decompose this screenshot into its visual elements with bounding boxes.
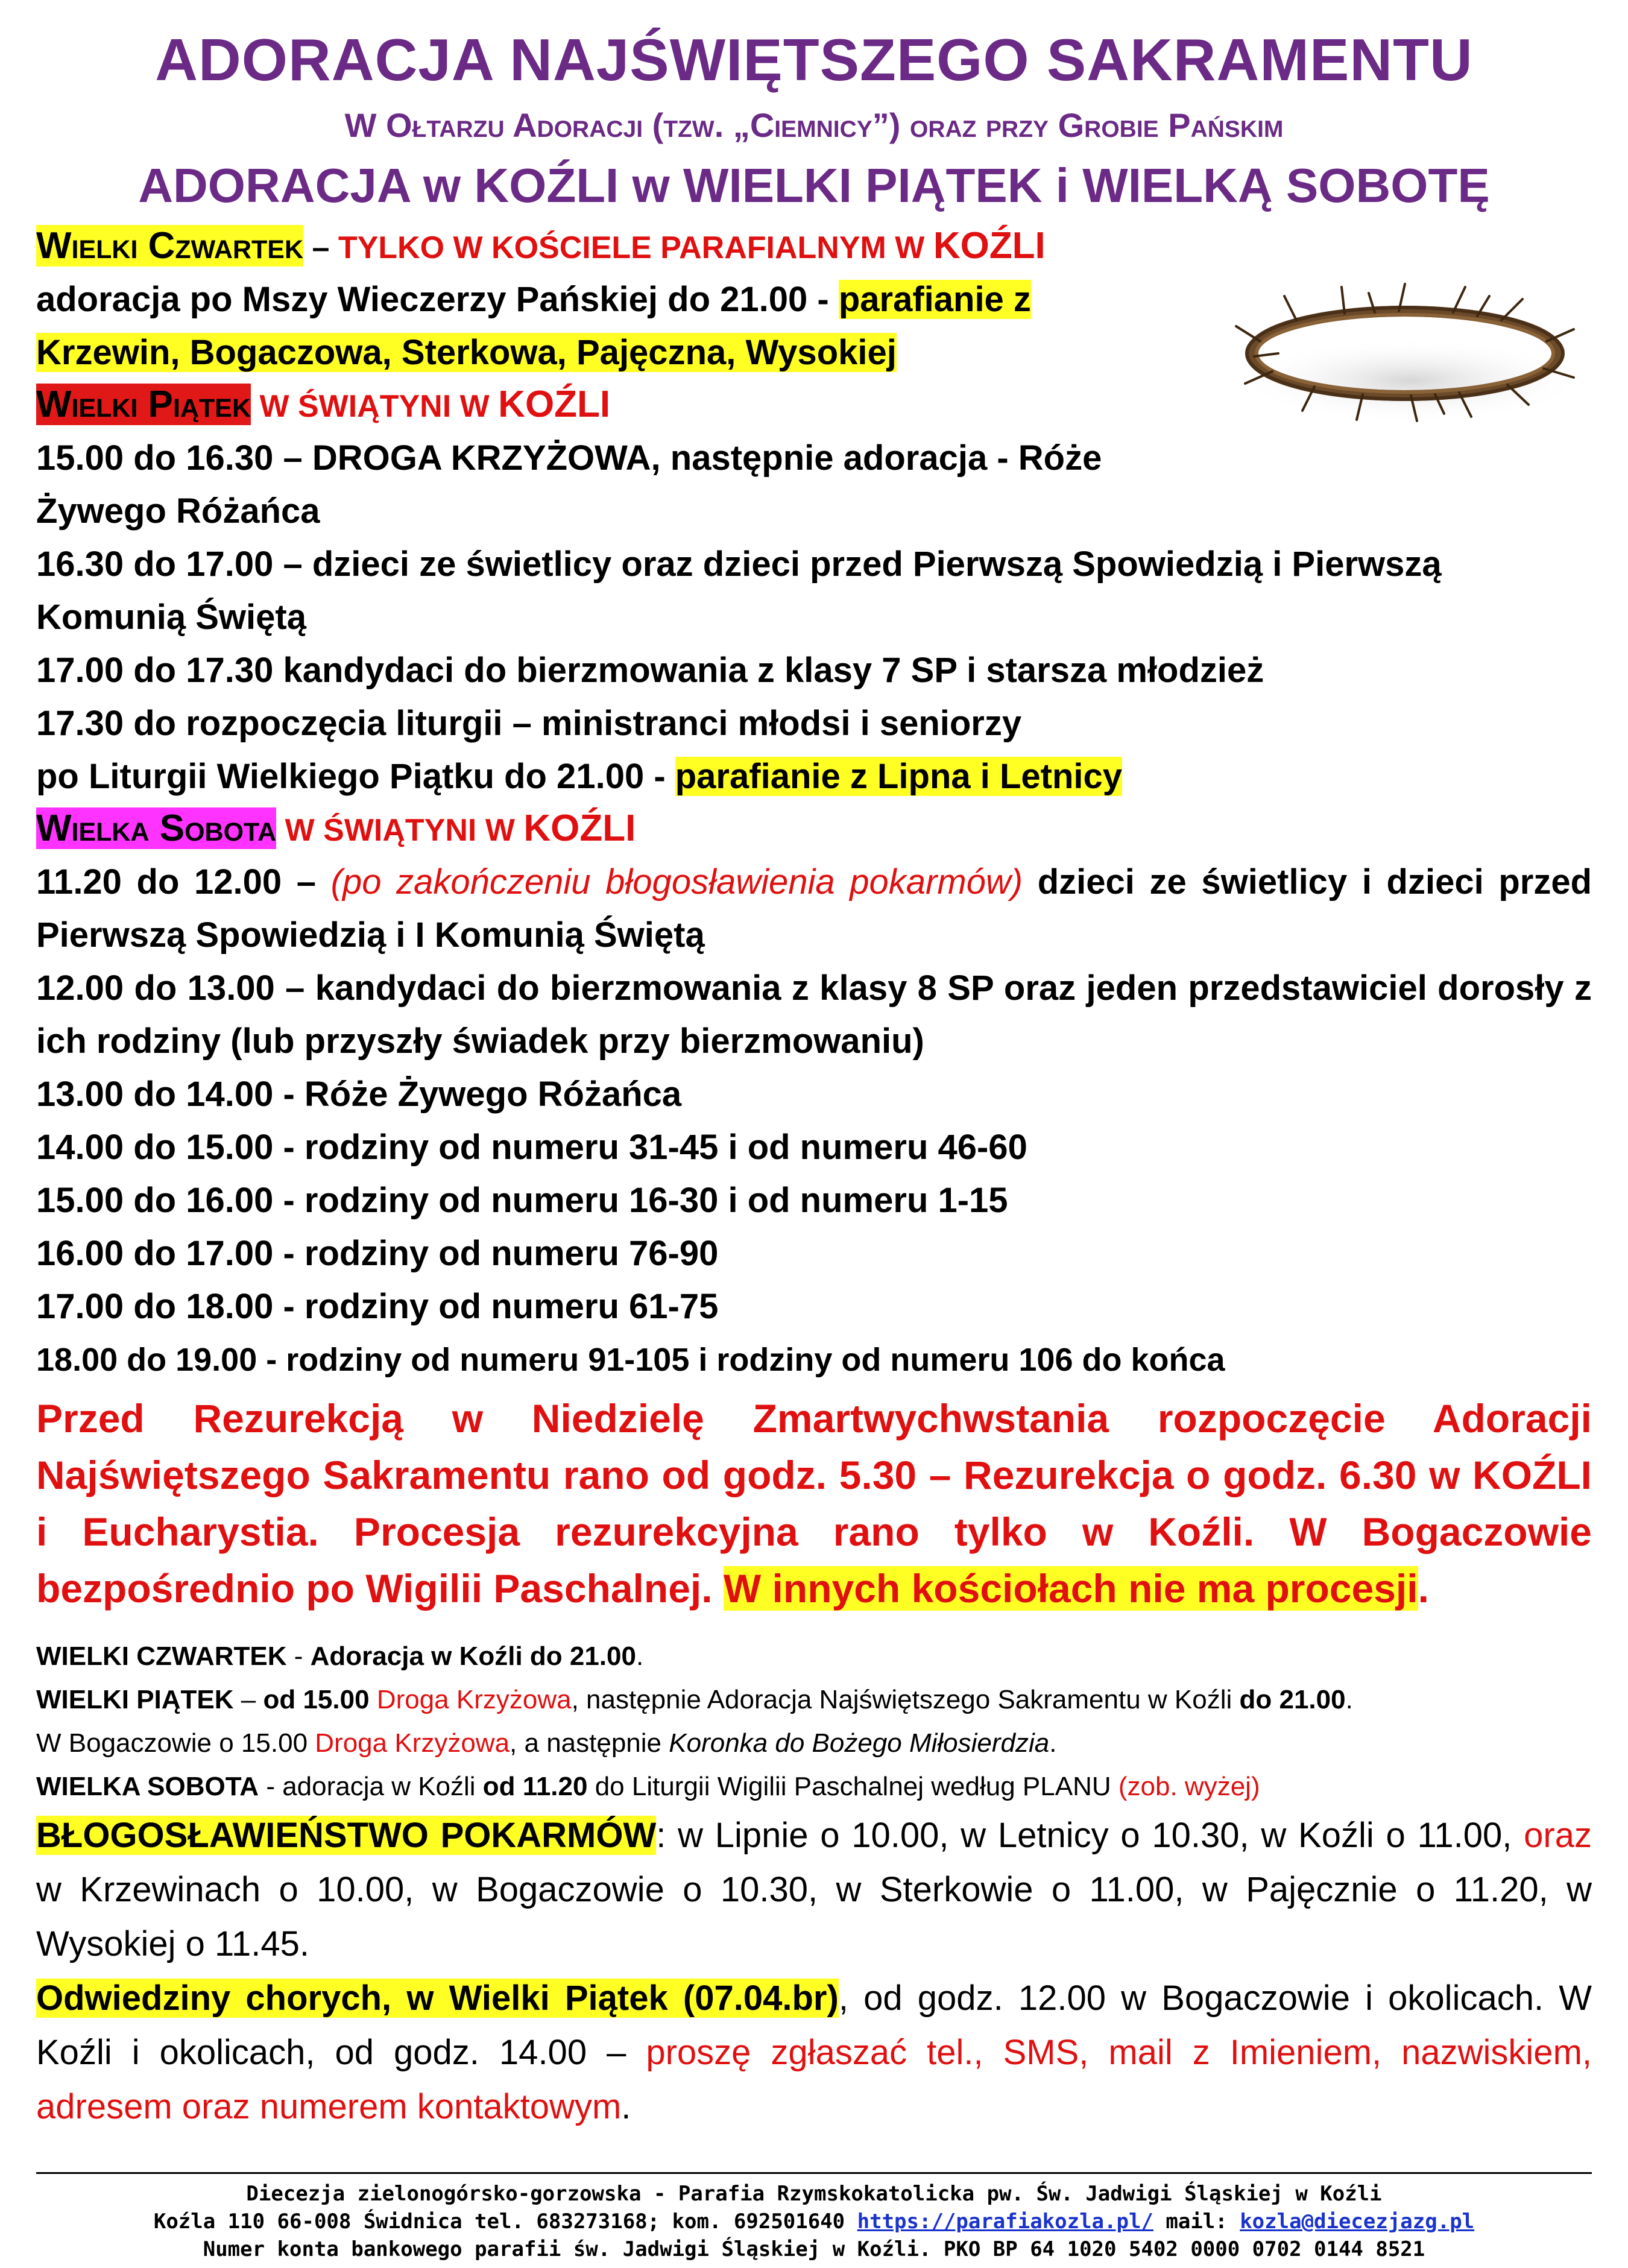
summary-friday [36, 1678, 1592, 1722]
summary-saturday-text: - adoracja w Koźli [259, 1772, 483, 1801]
footer-line-2 [36, 2208, 1592, 2235]
summary-thursday [36, 1635, 1592, 1678]
footer-line-1: Diecezja zielonogórsko-gorzowska - Parafia Rzymskokatolicka pw. Św. Jadwigi Śląskiej w Koźli [246, 2182, 1382, 2206]
friday-line-4: 17.30 do rozpoczęcia liturgii – ministranci młodsi i seniorzy [36, 704, 1022, 743]
summary-bogaczow-end: . [1049, 1728, 1057, 1758]
page-subtitle-2: ADORACJA w KOŹLI w WIELKI PIĄTEK i WIELKĄ SOBOTĘ [138, 159, 1490, 212]
saturday-line-6: 16.00 do 17.00 - rodziny od numeru 76-90 [36, 1234, 719, 1273]
friday-line-1: 15.00 do 16.30 – DROGA KRZYŻOWA, następnie adoracja - Róże Żywego Różańca [36, 438, 1102, 531]
sick-visits [36, 1971, 1592, 2134]
friday-line-5-highlight: parafianie z Lipna i Letnicy [675, 757, 1123, 796]
thursday-town: KOŹLI [933, 225, 1046, 267]
summary-bogaczow-koronka: Koronka do Bożego Miłosierdzia [669, 1728, 1050, 1758]
summary-friday-dash: – [233, 1685, 263, 1714]
summary-bogaczow-droga: Droga Krzyżowa [315, 1728, 510, 1758]
food-blessing-oraz: oraz [1524, 1816, 1592, 1855]
saturday-line-5: 15.00 do 16.00 - rodziny od numeru 16-30 i od numeru 1-15 [36, 1181, 1008, 1220]
summary-friday-from: od 15.00 [263, 1685, 370, 1714]
summary-friday-droga: Droga Krzyżowa [376, 1685, 572, 1714]
resurrection-notice [36, 1390, 1592, 1617]
saturday-line-1-time: 11.20 do 12.00 – [36, 862, 331, 902]
footer-mail-label: mail: [1153, 2210, 1240, 2234]
footer-email-link[interactable]: kozla@diecezjazg.pl [1240, 2210, 1475, 2234]
page-subtitle: W Ołtarzu Adoracji (tzw. „Ciemnicy”) oraz przy Grobie Pańskim [344, 106, 1284, 144]
thursday-place: TYLKO W KOŚCIELE PARAFIALNYM W [338, 230, 933, 265]
saturday-day-label: Wielka Sobota [36, 807, 277, 849]
saturday-section [36, 803, 1592, 1386]
thursday-line-2-highlight: Krzewin, Bogaczowa, Sterkowa, Pajęczna, Wysokiej [36, 333, 897, 372]
crown-of-thorns-image [1218, 269, 1592, 426]
saturday-line-4: 14.00 do 15.00 - rodziny od numeru 31-45 i od numeru 46-60 [36, 1128, 1027, 1167]
thursday-section [36, 221, 1592, 379]
resurrection-notice-highlight: W innych kościołach nie ma procesji [723, 1566, 1418, 1611]
saturday-line-7: 17.00 do 18.00 - rodziny od numeru 61-75 [36, 1287, 719, 1326]
food-blessing-text: : w Lipnie o 10.00, w Letnicy o 10.30, w Koźli o 11.00, [656, 1816, 1524, 1855]
friday-line-5 [36, 750, 1592, 803]
thursday-line-1-highlight: parafianie z [838, 280, 1031, 319]
friday-line-2: 16.30 do 17.00 – dzieci ze świetlicy oraz dzieci przed Pierwszą Spowiedzią i Pierwszą Komunią Świętą [36, 545, 1442, 637]
footer-website-link[interactable]: https://parafiakozla.pl/ [857, 2210, 1153, 2234]
summary-bogaczow-text: W Bogaczowie o 15.00 [36, 1728, 315, 1758]
thursday-heading [36, 221, 1592, 273]
page [36, 24, 1592, 2134]
summary-bogaczow-mid: , a następnie [510, 1728, 669, 1758]
summary-thursday-sep: - [286, 1641, 311, 1671]
thursday-line-1-text: adoracja po Mszy Wieczerzy Pańskiej do 21.00 - [36, 280, 839, 319]
thursday-dash: – [303, 230, 338, 265]
sick-visits-end: . [621, 2087, 631, 2126]
footer-line-3: Numer konta bankowego parafii św. Jadwigi Śląskiej w Koźli. PKO BP 64 1020 5402 0000 0702 0144 8521 [203, 2237, 1425, 2261]
summary-section [36, 1635, 1592, 1808]
summary-saturday-see: (zob. wyżej) [1118, 1772, 1260, 1801]
sick-visits-label: Odwiedziny chorych, w Wielki Piątek (07.04.br) [36, 1979, 839, 2018]
resurrection-notice-text: Przed Rezurekcją w Niedzielę Zmartwychwstania rozpoczęcie Adoracji Najświętszego Sakramentu rano od godz. 5.30 – Rezurekcja o godz. 6.30 w KOŹLI i Eucharystia. Procesja rezurekcyjna rano tylko w Koźli. W Bogaczowie bezpośrednio po Wigilii Paschalnej. [36, 1396, 1592, 1611]
page-title: ADORACJA NAJŚWIĘTSZEGO SAKRAMENTU [155, 27, 1473, 93]
footer-address: Koźla 110 66-008 Świdnica tel. 683273168; kom. 692501640 [153, 2210, 857, 2234]
summary-saturday [36, 1765, 1592, 1808]
saturday-line-2: 12.00 do 13.00 – kandydaci do bierzmowania z klasy 8 SP oraz jeden przedstawiciel dorosły z ich rodziny (lub przyszły świadek przy bierzmowaniu) [36, 968, 1592, 1061]
friday-section [36, 379, 1592, 803]
summary-friday-end: . [1345, 1685, 1353, 1714]
food-blessing-label: BŁOGOSŁAWIEŃSTWO POKARMÓW [36, 1816, 657, 1855]
saturday-line-1-text: dzieci ze świetlicy i dzieci przed Pierwszą Spowiedzią i I Komunią Świętą [36, 862, 1592, 955]
friday-line-3: 17.00 do 17.30 kandydaci do bierzmowania z klasy 7 SP i starsza młodzież [36, 651, 1264, 690]
friday-town: KOŹLI [498, 384, 611, 425]
friday-day-label: Wielki Piątek [36, 384, 251, 425]
summary-friday-label: WIELKI PIĄTEK [36, 1685, 234, 1714]
summary-saturday-mid: do Liturgii Wigilii Paschalnej według PLANU [587, 1772, 1118, 1801]
summary-thursday-text: Adoracja w Koźli do 21.00 [310, 1641, 636, 1671]
summary-friday-to: do 21.00 [1239, 1685, 1346, 1714]
saturday-line-3: 13.00 do 14.00 - Róże Żywego Różańca [36, 1075, 682, 1114]
saturday-heading [36, 803, 1592, 856]
food-blessing [36, 1808, 1592, 1971]
sick-visits-contact: proszę zgłaszać tel., SMS, mail z Imieniem, nazwiskiem, adresem oraz numerem kontaktowym [36, 2033, 1592, 2126]
thursday-day-label: Wielki Czwartek [36, 225, 303, 267]
summary-bogaczow [36, 1722, 1592, 1765]
sick-visits-text: , od godz. 12.00 w Bogaczowie i okolicach. W Koźli i okolicach, od godz. 14.00 – [36, 1979, 1592, 2072]
friday-line-5-text: po Liturgii Wielkiego Piątku do 21.00 - [36, 757, 675, 796]
resurrection-notice-end: . [1418, 1566, 1429, 1611]
saturday-place: W ŚWIĄTYNI W [276, 813, 524, 848]
saturday-town: KOŹLI [523, 807, 636, 849]
summary-saturday-label: WIELKA SOBOTA [36, 1772, 259, 1801]
summary-thursday-label: WIELKI CZWARTEK [36, 1641, 287, 1671]
food-blessing-text-2: w Krzewinach o 10.00, w Bogaczowie o 10.30, w Sterkowie o 11.00, w Pajęcznie o 11.20, w Wysokiej o 11.45. [36, 1870, 1592, 1963]
footer [36, 2172, 1592, 2263]
saturday-line-8: 18.00 do 19.00 - rodziny od numeru 91-105 i rodziny od numeru 106 do końca [36, 1342, 1225, 1378]
summary-saturday-from: od 11.20 [482, 1772, 588, 1801]
saturday-line-1 [36, 856, 1592, 962]
summary-thursday-end: . [636, 1641, 644, 1671]
summary-friday-mid: , następnie Adoracja Najświętszego Sakramentu w Koźli [571, 1685, 1240, 1714]
friday-place: W ŚWIĄTYNI W [251, 389, 499, 424]
summary-friday-space [370, 1685, 377, 1714]
saturday-line-1-note: (po zakończeniu błogosławienia pokarmów) [330, 862, 1023, 902]
